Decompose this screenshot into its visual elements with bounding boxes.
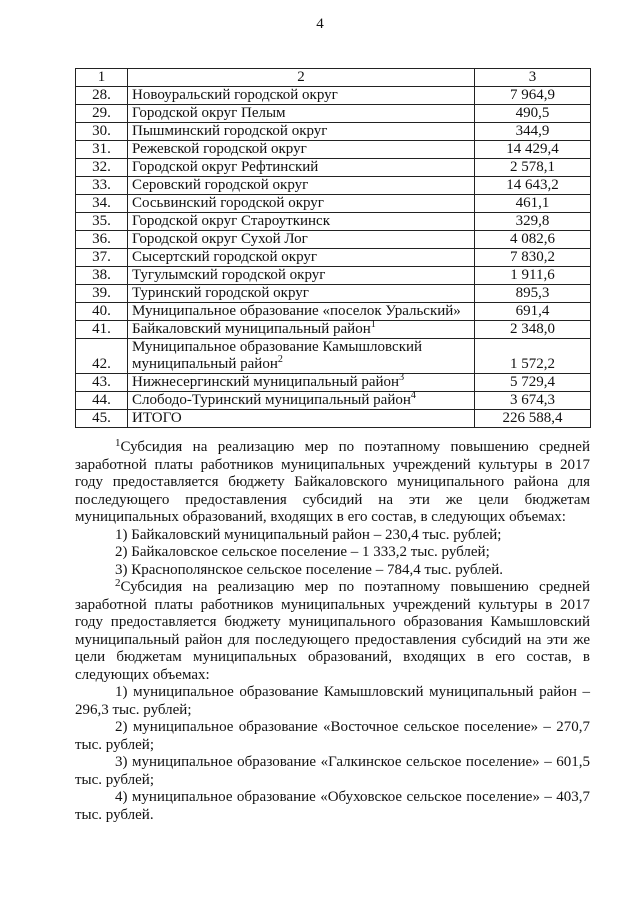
- subsidy-table: [75, 68, 591, 428]
- row-amount: 895,3: [475, 285, 591, 303]
- table-row: [76, 213, 591, 231]
- row-municipality: [128, 123, 475, 141]
- footnote-reference: 3: [399, 372, 405, 383]
- row-number: 44.: [76, 392, 128, 410]
- table-row: [76, 410, 591, 428]
- table-body: [76, 87, 591, 428]
- footnote-1: [75, 439, 590, 527]
- row-amount: 3 674,3: [475, 392, 591, 410]
- row-amount: 691,4: [475, 303, 591, 321]
- footnote-2-item: 2) муниципальное образование «Восточное сельское поселение» – 270,7 тыс. рублей;: [75, 719, 590, 753]
- row-number: 33.: [76, 177, 128, 195]
- municipality-name: Байкаловский муниципальный район: [132, 321, 371, 337]
- table-row: [76, 303, 591, 321]
- row-number: 31.: [76, 141, 128, 159]
- row-municipality: [128, 321, 475, 339]
- municipality-name: Городской округ Сухой Лог: [132, 231, 308, 247]
- row-number: 38.: [76, 267, 128, 285]
- row-number: 36.: [76, 231, 128, 249]
- table-row: [76, 267, 591, 285]
- row-amount: 14 643,2: [475, 177, 591, 195]
- table-row: [76, 177, 591, 195]
- table-row: [76, 195, 591, 213]
- municipality-name: Сысертский городской округ: [132, 249, 318, 265]
- table-row: [76, 105, 591, 123]
- municipality-name: Городской округ Пелым: [132, 105, 286, 121]
- footnote-2: [75, 579, 590, 684]
- table-row: [76, 141, 591, 159]
- header-col-value: 3: [475, 69, 591, 87]
- footnotes: [75, 439, 590, 824]
- municipality-name: ИТОГО: [132, 410, 182, 426]
- row-number: 40.: [76, 303, 128, 321]
- row-amount: 14 429,4: [475, 141, 591, 159]
- municipality-name: Муниципальное образование Камышловский муниципальный район: [132, 339, 423, 372]
- row-number: 45.: [76, 410, 128, 428]
- row-number: 32.: [76, 159, 128, 177]
- row-amount: 2 578,1: [475, 159, 591, 177]
- row-number: 43.: [76, 374, 128, 392]
- row-amount: 1 572,2: [475, 339, 591, 374]
- municipality-name: Пышминский городской округ: [132, 123, 328, 139]
- row-municipality: [128, 392, 475, 410]
- footnote-marker-1: 1: [115, 437, 121, 449]
- row-municipality: [128, 285, 475, 303]
- row-number: 42.: [76, 339, 128, 374]
- row-municipality: [128, 177, 475, 195]
- footnote-2-item: 3) муниципальное образование «Галкинское сельское поселение» – 601,5 тыс. рублей;: [75, 754, 590, 788]
- table-row: [76, 231, 591, 249]
- row-municipality: [128, 339, 475, 374]
- row-number: 35.: [76, 213, 128, 231]
- table-row: [76, 339, 591, 374]
- municipality-name: Сосьвинский городской округ: [132, 195, 324, 211]
- row-municipality: [128, 231, 475, 249]
- row-municipality: [128, 105, 475, 123]
- row-amount: 1 911,6: [475, 267, 591, 285]
- municipality-name: Туринский городской округ: [132, 285, 309, 301]
- municipality-name: Серовский городской округ: [132, 177, 309, 193]
- table-row: [76, 321, 591, 339]
- table-header-row: [76, 69, 591, 87]
- row-number: 41.: [76, 321, 128, 339]
- row-number: 34.: [76, 195, 128, 213]
- footnote-reference: 1: [370, 319, 376, 330]
- row-amount: 5 729,4: [475, 374, 591, 392]
- row-municipality: [128, 410, 475, 428]
- row-number: 30.: [76, 123, 128, 141]
- municipality-name: Муниципальное образование «поселок Уральский»: [132, 303, 461, 319]
- municipality-name: Новоуральский городской округ: [132, 87, 338, 103]
- table-row: [76, 87, 591, 105]
- row-number: 37.: [76, 249, 128, 267]
- municipality-name: Слободо-Туринский муниципальный район: [132, 392, 411, 408]
- footnote-1-item: 3) Краснополянское сельское поселение – 784,4 тыс. рублей.: [115, 561, 504, 578]
- row-municipality: [128, 374, 475, 392]
- row-municipality: [128, 195, 475, 213]
- row-municipality: [128, 303, 475, 321]
- footnote-marker-2: 2: [115, 577, 121, 589]
- row-number: 29.: [76, 105, 128, 123]
- table-row: [76, 285, 591, 303]
- municipality-name: Нижнесергинский муниципальный район: [132, 374, 400, 390]
- footnote-1-item: 1) Байкаловский муниципальный район – 230,4 тыс. рублей;: [115, 526, 502, 543]
- footnote-2-text: Субсидия на реализацию мер по поэтапному повышению средней заработной платы работников муниципальных учреждений культуры в 2017 году предоставляется бюджету муниципального образования Камышловский муниципальный район для последующего предоставления субсидий на эти же цели бюджетам муниципальных образований, входящих в его состав, в следующих объемах:: [75, 579, 590, 683]
- row-municipality: [128, 87, 475, 105]
- row-amount: 461,1: [475, 195, 591, 213]
- table-row: [76, 392, 591, 410]
- table-row: [76, 159, 591, 177]
- footnote-2-item: 1) муниципальное образование Камышловский муниципальный район – 296,3 тыс. рублей;: [75, 684, 590, 718]
- footnote-reference: 4: [410, 390, 416, 401]
- footnote-2-item: 4) муниципальное образование «Обуховское сельское поселение» – 403,7 тыс. рублей.: [75, 789, 590, 823]
- row-amount: 344,9: [475, 123, 591, 141]
- footnote-reference: 2: [277, 354, 283, 365]
- table-row: [76, 123, 591, 141]
- row-amount: 2 348,0: [475, 321, 591, 339]
- row-municipality: [128, 213, 475, 231]
- header-col-number: 1: [76, 69, 128, 87]
- row-amount: 490,5: [475, 105, 591, 123]
- row-municipality: [128, 159, 475, 177]
- page-number: 4: [316, 16, 324, 32]
- municipality-name: Тугулымский городской округ: [132, 267, 326, 283]
- row-amount: 226 588,4: [475, 410, 591, 428]
- row-amount: 7 964,9: [475, 87, 591, 105]
- row-municipality: [128, 141, 475, 159]
- row-number: 39.: [76, 285, 128, 303]
- row-amount: 329,8: [475, 213, 591, 231]
- table-row: [76, 374, 591, 392]
- table-row: [76, 249, 591, 267]
- footnote-1-item: 2) Байкаловское сельское поселение – 1 333,2 тыс. рублей;: [115, 544, 490, 560]
- municipality-name: Режевской городской округ: [132, 141, 307, 157]
- row-municipality: [128, 249, 475, 267]
- municipality-name: Городской округ Староуткинск: [132, 213, 330, 229]
- row-number: 28.: [76, 87, 128, 105]
- municipality-name: Городской округ Рефтинский: [132, 159, 319, 175]
- row-municipality: [128, 267, 475, 285]
- header-col-name: 2: [128, 69, 475, 87]
- footnote-1-text: Субсидия на реализацию мер по поэтапному повышению средней заработной платы работников муниципальных учреждений культуры в 2017 году предоставляется бюджету Байкаловского муниципального района для последующего предоставления субсидий на эти же цели бюджетам муниципальных образований, входящих в его состав, в следующих объемах:: [75, 439, 590, 525]
- row-amount: 4 082,6: [475, 231, 591, 249]
- row-amount: 7 830,2: [475, 249, 591, 267]
